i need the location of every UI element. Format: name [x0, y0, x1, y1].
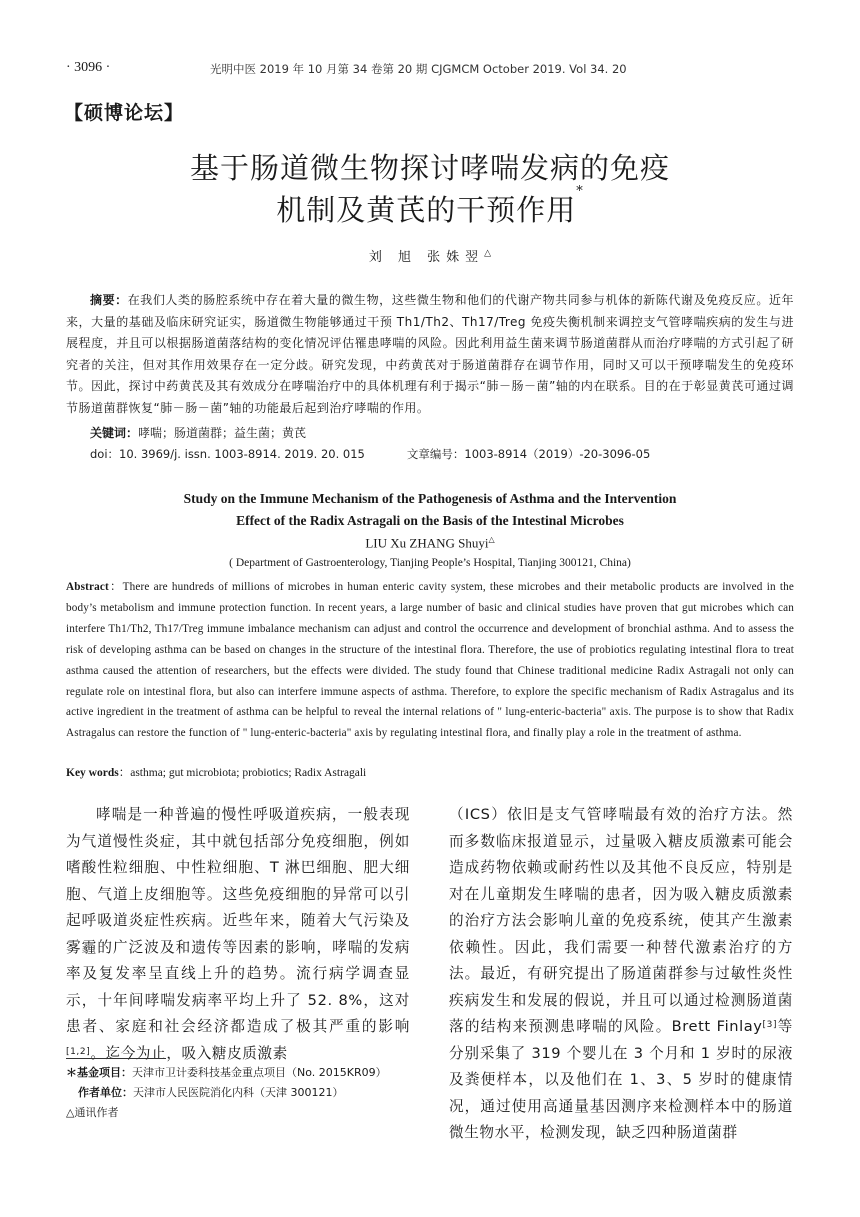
keywords-cn-label: 关键词： — [90, 426, 139, 440]
fund-label: ＊基金项目： — [66, 1066, 132, 1079]
abstract-en — [66, 577, 794, 744]
footnote-corresponding: △通讯作者 — [66, 1106, 119, 1119]
keywords-en-text: ：asthma; gut microbiota; probiotics; Radix Astragali — [118, 767, 367, 779]
body-right-text-b: 等分别采集了 319 个婴儿在 3 个月和 1 岁时的尿液及粪便样本，以及他们在 1、3、5 岁时的健康情况，通过使用高通量基因测序来检测样本中的肠道微生物水平，检测发现，缺乏四种肠道菌群 — [449, 1018, 793, 1141]
footnote-fund — [66, 1064, 387, 1080]
corresponding-mark-en: △ — [488, 535, 495, 544]
keywords-en-label: Key words — [66, 767, 119, 779]
abstract-cn-text: 在我们人类的肠腔系统中存在着大量的微生物，这些微生物和他们的代谢产物共同参与机体的新陈代谢及免疫反应。近年来，大量的基础及临床研究证实，肠道微生物能够通过干预 Th1/Th2、Th17/Treg 免疫失衡机制来调控支气管哮喘疾病的发生与进展程度，并且可以根据肠道菌落结构的变化情况评估罹患哮喘的风险。因此利用益生菌来调节肠道菌群从而治疗哮喘的方式引起了研究者的关注，但对其作用效果存在一定分歧。研究发现，中药黄芪对于肠道菌群存在调节作用，同时又可以干预哮喘发生的免疫环节。因此，探讨中药黄芪及其有效成分在哮喘治疗中的具体机理有利于揭示“肺－肠－菌”轴的内在联系。目的在于彰显黄芪可通过调节肠道菌群恢复“肺－肠－菌”轴的功能最后起到治疗哮喘的作用。 — [66, 293, 794, 415]
title-cn-line2 — [0, 184, 860, 229]
keywords-en — [66, 764, 366, 780]
body-right-text-a: （ICS）依旧是支气管哮喘最有效的治疗方法。然而多数临床报道显示，过量吸入糖皮质激素可能会造成药物依赖或耐药性以及其他不良反应，特别是对在儿童期发生哮喘的患者，因为吸入糖皮质激素的治疗方法会影响儿童的免疫系统，使其产生激素依赖性。因此，我们需要一种替代激素治疗的方法。最近，有研究提出了肠道菌群参与过敏性炎性疾病发生和发展的假说，并且可以通过检测肠道菌落的结构来预测患哮喘的风险。Brett Finlay — [449, 806, 793, 1035]
title-cn-line2-text: 机制及黄芪的干预作用 — [276, 193, 577, 227]
unit-label: 作者单位： — [78, 1086, 133, 1099]
authors-en-names: LIU Xu ZHANG Shuyi — [365, 535, 489, 551]
abstract-en-text: ：There are hundreds of millions of microbes in human enteric cavity system, these microbes and their metabolic products are involved in the body’s metabolism and immune protection function. In recent years, a large number of basic and clinical studies have proven that gut microbes which can interfere Th1/Th2, Th17/Treg immune imbalance mechanism can adjust and control the occurrence and development of bronchial asthma. And to assess the risk of developing asthma can be based on changes in the structure of the intestinal flora. Therefore, the use of probiotics regulating intestinal flora to treat asthma caused the attention of researchers, but the effects were divided. The study found that Chinese traditional medicine Radix Astragali not only can regulate role on intestinal flora, but also can interfere immune aspects of asthma. Therefore, to explore the specific mechanism of Radix Astragalus and its active ingredient in the treatment of asthma can be helpful to reveal the internal relations of " lung-enteric-bacteria" axis. The purpose is to show that Radix Astragalus can restore the function of " lung-enteric-bacteria" axis by regulating intestinal flora, and finally play a role in the treatment of asthma. — [66, 581, 794, 740]
title-cn-line1: 基于肠道微生物探讨哮喘发病的免疫 — [189, 151, 670, 185]
citation-3: [3] — [762, 1020, 778, 1030]
keywords-cn-text: 哮喘；肠道菌群；益生菌；黄芪 — [138, 426, 307, 440]
authors-cn — [0, 246, 860, 265]
affiliation-en: ( Department of Gastroenterology, Tianjing People’s Hospital, Tianjing 300121, China) — [229, 557, 631, 569]
authors-cn-names: 刘 旭 张姝翌 — [368, 250, 485, 265]
footnote-rule — [66, 1058, 166, 1059]
citation-1-2: [1,2] — [66, 1046, 91, 1057]
page-number: · 3096 · — [66, 60, 111, 75]
section-tag: 【硕博论坛】 — [64, 102, 185, 124]
body-column-right — [449, 802, 793, 1147]
abstract-cn — [66, 290, 794, 420]
title-en-line2: Effect of the Radix Astragali on the Basis of the Intestinal Microbes — [236, 513, 624, 528]
corresponding-mark: △ — [484, 248, 492, 259]
body-left-text-b: 。迄今为止，吸入糖皮质激素 — [90, 1044, 288, 1062]
keywords-cn — [90, 424, 306, 441]
doi: doi：10. 3969/j. issn. 1003-8914. 2019. 20. 015 — [90, 447, 365, 461]
title-footnote-mark: * — [576, 184, 584, 199]
abstract-en-label: Abstract — [66, 581, 109, 593]
authors-en — [0, 535, 860, 551]
doi-line — [90, 446, 650, 462]
footnote-unit — [78, 1084, 344, 1100]
journal-header: 光明中医 2019 年 10 月第 34 卷第 20 期 CJGMCM October 2019. Vol 34. 20 — [210, 62, 627, 76]
fund-text: 天津市卫计委科技基金重点项目（No. 2015KR09） — [132, 1066, 387, 1079]
body-left-text-a: 哮喘是一种普遍的慢性呼吸道疾病，一般表现为气道慢性炎症，其中就包括部分免疫细胞，例如嗜酸性粒细胞、中性粒细胞、T 淋巴细胞、肥大细胞、气道上皮细胞等。这些免疫细胞的异常可以引起呼吸道炎症性疾病。近些年来，随着大气污染及雾霾的广泛波及和遗传等因素的影响，哮喘的发病率及复发率呈直线上升的趋势。流行病学调查显示，十年间哮喘发病率平均上升了 52. 8%，这对患者、家庭和社会经济都造成了极其严重的影响 — [66, 806, 410, 1035]
body-column-left — [66, 802, 410, 1067]
article-number: 文章编号：1003-8914（2019）-20-3096-05 — [406, 447, 651, 461]
abstract-cn-label: 摘要： — [90, 293, 128, 307]
unit-text: 天津市人民医院消化内科（天津 300121） — [133, 1086, 344, 1099]
title-en-line1: Study on the Immune Mechanism of the Pathogenesis of Asthma and the Intervention — [183, 491, 677, 506]
